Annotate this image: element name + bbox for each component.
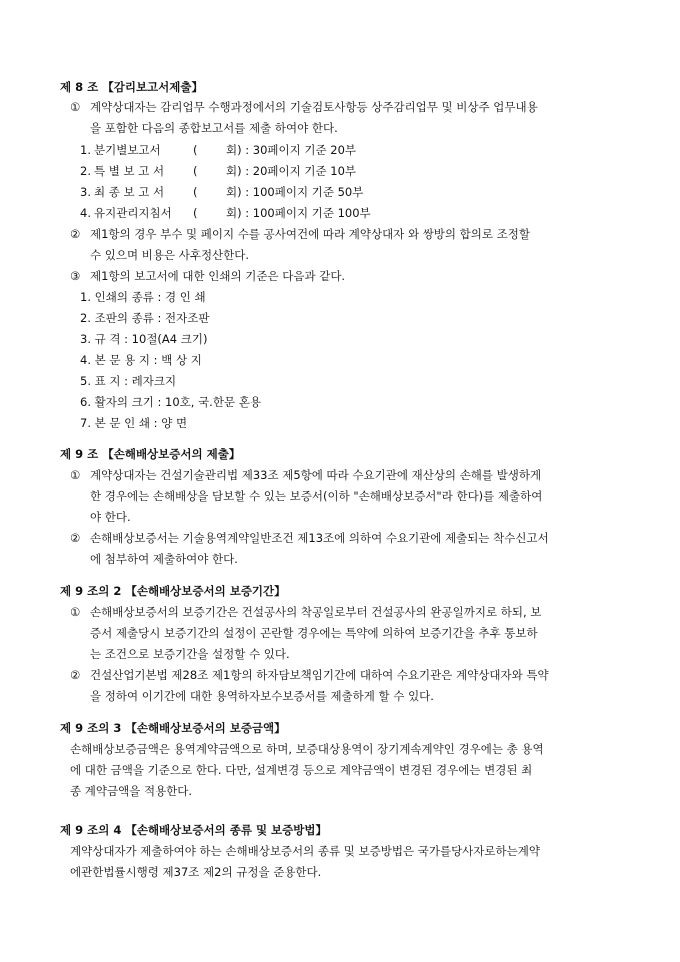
paragraph-text: 에 첨부하여 제출하여야 한다. [90, 552, 238, 566]
print-item: 6. 활자의 크기 : 10호, 국.한문 혼용 [80, 395, 261, 409]
article-8-heading: 제 8 조 【감리보고서제출】 [60, 80, 203, 94]
report-item-detail: 회) : 30페이지 기준 20부 [226, 143, 357, 157]
print-item: 2. 조판의 종류 : 전자조판 [80, 311, 210, 325]
paragraph-text: 는 조건으로 보증기간을 설정할 수 있다. [90, 647, 290, 661]
paragraph-text: 을 포함한 다음의 종합보고서를 제출 하여야 한다. [90, 121, 338, 135]
paragraph-text: 종 계약금액을 적용한다. [70, 784, 193, 798]
paragraph-text: 증서 제출당시 보증기간의 설정이 곤란할 경우에는 특약에 의하여 보증기간을 추후 통보하 [90, 626, 538, 640]
report-item-name: 분기별보고서 [94, 143, 161, 157]
report-item-detail: 회) : 100페이지 기준 50부 [226, 185, 364, 199]
paragraph-text: 제1항의 경우 부수 및 페이지 수를 공사여건에 따라 계약상대자 와 쌍방의 합의로 조정할 [90, 227, 530, 241]
paragraph-number: ① [70, 605, 81, 619]
report-item-detail: 회) : 20페이지 기준 10부 [226, 164, 357, 178]
paragraph-text: 건설산업기본법 제28조 제1항의 하자담보책임기간에 대하여 수요기관은 계약상대자와 특약 [90, 668, 549, 682]
report-item-name: 특 별 보 고 서 [94, 164, 165, 178]
paragraph-number: ① [70, 468, 81, 482]
report-item-name: 유지관리지침서 [94, 206, 172, 220]
article-9-3-heading: 제 9 조의 3 【손해배상보증서의 보증금액】 [60, 721, 286, 735]
paragraph-text: 을 정하여 이기간에 대한 용역하자보수보증서를 제출하게 할 수 있다. [90, 689, 434, 703]
paragraph-text: 에관한법률시행령 제37조 제2의 규정을 준용한다. [70, 865, 322, 879]
report-item-paren: ( [193, 143, 198, 157]
print-item: 4. 본 문 용 지 : 백 상 지 [80, 353, 202, 367]
report-item-no: 4. [80, 206, 91, 220]
paragraph-number: ③ [70, 269, 81, 283]
paragraph-text: 손해배상보증서는 기술용역계약일반조건 제13조에 의하여 수요기관에 제출되는 착수신고서 [90, 531, 549, 545]
paragraph-text: 손해배상보증금액은 용역계약금액으로 하며, 보증대상용역이 장기계속계약인 경우에는 총 용역 [70, 742, 544, 756]
paragraph-number: ② [70, 531, 81, 545]
article-9-4-heading: 제 9 조의 4 【손해배상보증서의 종류 및 보증방법】 [60, 823, 327, 837]
report-item-paren: ( [193, 164, 198, 178]
print-item: 5. 표 지 : 레자크지 [80, 374, 177, 388]
print-item: 3. 규 격 : 10절(A4 크기) [80, 332, 208, 346]
paragraph-number: ① [70, 100, 81, 114]
paragraph-text: 계약상대자는 건설기술관리법 제33조 제5항에 따라 수요기관에 재산상의 손해를 발생하게 [90, 468, 542, 482]
paragraph-text: 한 경우에는 손해배상을 담보할 수 있는 보증서(이하 "손해배상보증서"라 한다)를 제출하여 [90, 489, 543, 503]
report-item-detail: 회) : 100페이지 기준 100부 [226, 206, 371, 220]
paragraph-number: ② [70, 227, 81, 241]
paragraph-text: 수 있으며 비용은 사후정산한다. [90, 248, 250, 262]
paragraph-text: 에 대한 금액을 기준으로 한다. 다만, 설계변경 등으로 계약금액이 변경된 경우에는 변경된 최 [70, 763, 533, 777]
paragraph-number: ② [70, 668, 81, 682]
report-item-paren: ( [193, 206, 198, 220]
paragraph-text: 손해배상보증서의 보증기간은 건설공사의 착공일로부터 건설공사의 완공일까지로 하되, 보 [90, 605, 542, 619]
report-item-no: 2. [80, 164, 91, 178]
article-9-heading: 제 9 조 【손해배상보증서의 제출】 [60, 447, 241, 461]
paragraph-text: 계약상대자가 제출하여야 하는 손해배상보증서의 종류 및 보증방법은 국가를당사자로하는계약 [70, 844, 540, 858]
report-item-name: 최 종 보 고 서 [94, 185, 165, 199]
print-item: 1. 인쇄의 종류 : 경 인 쇄 [80, 290, 206, 304]
print-item: 7. 본 문 인 쇄 : 양 면 [80, 416, 188, 430]
paragraph-text: 제1항의 보고서에 대한 인쇄의 기준은 다음과 같다. [90, 269, 346, 283]
report-item-paren: ( [193, 185, 198, 199]
paragraph-text: 야 한다. [90, 510, 131, 524]
report-item-no: 3. [80, 185, 91, 199]
paragraph-text: 계약상대자는 감리업무 수행과정에서의 기술검토사항등 상주감리업무 및 비상주 업무내용 [90, 100, 538, 114]
report-item-no: 1. [80, 143, 91, 157]
article-9-2-heading: 제 9 조의 2 【손해배상보증서의 보증기간】 [60, 584, 286, 598]
